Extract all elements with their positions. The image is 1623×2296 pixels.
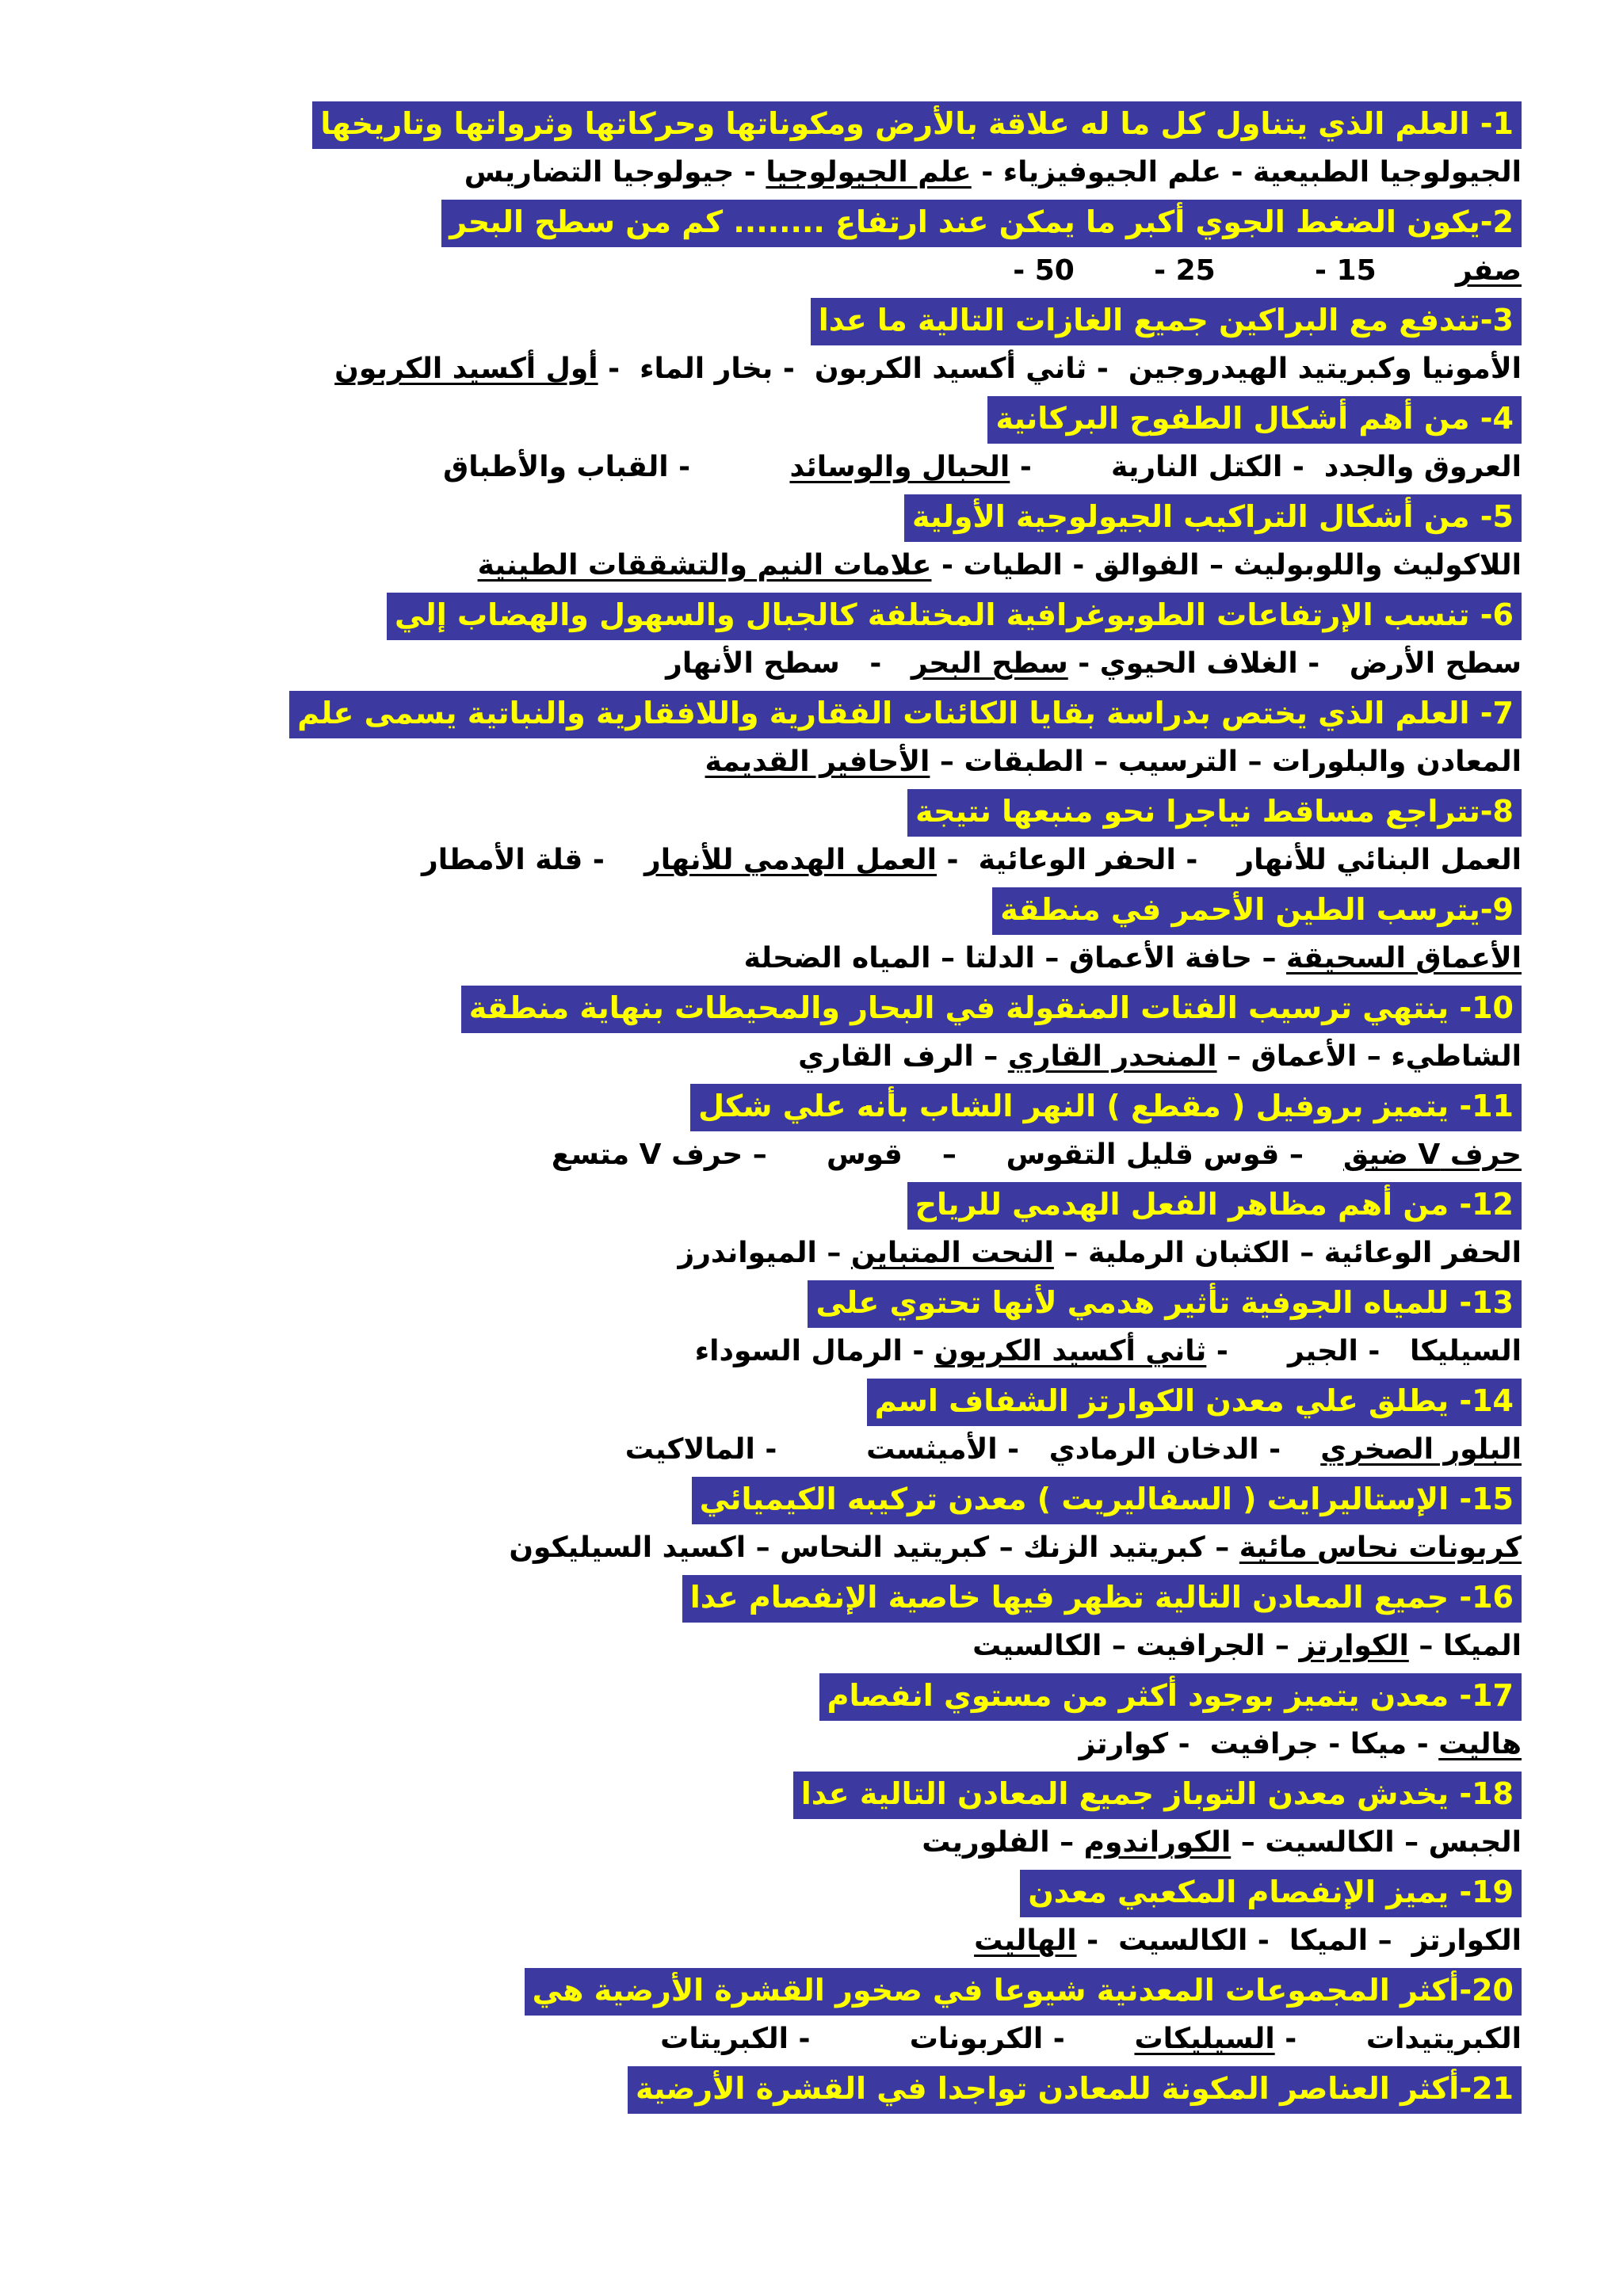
answer-option: - xyxy=(1010,451,1112,483)
correct-answer: علم الجيولوجيا xyxy=(766,156,972,189)
answer-option: - الجير xyxy=(1288,1335,1410,1367)
answer-option: سطح الأرض xyxy=(1349,647,1522,680)
question-9: 9-يترسب الطين الأحمر في منطقة xyxy=(992,887,1522,935)
question-2: 2-يكون الضغط الجوي أكبر ما يمكن عند ارتفاع ........ كم من سطح البحر xyxy=(441,200,1522,247)
answer-option: – الكالسيت xyxy=(972,1630,1136,1662)
answer-option: – كبريتيد النحاس xyxy=(780,1531,1024,1564)
correct-answer: أول أكسيد الكربون xyxy=(334,353,598,385)
options-row-12 xyxy=(678,1231,1522,1280)
question-15: 15- الإستاليرايت ( السفاليريت ) معدن تركيبه الكيميائي xyxy=(692,1477,1522,1524)
question-14: 14- يطلق علي معدن الكوارتز الشفاف اسم xyxy=(867,1379,1522,1426)
options-row-8 xyxy=(422,838,1522,887)
question-20: 20-أكثر المجموعات المعدنية شيوعا في صخور القشرة الأرضية هي xyxy=(525,1968,1522,2016)
answer-option: - المالاكيت xyxy=(624,1433,867,1466)
answer-option: - سطح الأنهار xyxy=(666,647,911,680)
correct-answer: البلور الصخري xyxy=(1320,1433,1522,1466)
correct-answer: صفر xyxy=(1455,254,1522,287)
options-row-16 xyxy=(972,1624,1522,1673)
answer-option: – الأعماق xyxy=(1251,1040,1392,1073)
answer-option: - بخار الماء xyxy=(640,353,815,385)
correct-answer: العمل الهدمي للأنهار xyxy=(643,844,938,876)
question-13: 13- للمياه الجوفية تأثير هدمي لأنها تحتوي على xyxy=(808,1280,1522,1328)
answer-option: - xyxy=(937,844,979,876)
answer-option: - الكالسيت xyxy=(1118,1924,1289,1957)
answer-option: - الكتل النارية xyxy=(1111,451,1324,483)
answer-option: الميكا xyxy=(1442,1630,1522,1662)
answer-option: - الغلاف الحيوي xyxy=(1099,647,1350,680)
answer-option: المعادن والبلورات xyxy=(1272,746,1522,778)
answer-option: - الدخان الرمادي xyxy=(1048,1433,1321,1466)
options-row-4 xyxy=(443,445,1522,494)
options-row-19 xyxy=(974,1919,1522,1968)
answer-option: – الرف القاري xyxy=(798,1040,1008,1073)
answer-option: – كبريتيد الزنك xyxy=(1023,1531,1239,1564)
answer-option: – حرف V متسع xyxy=(551,1138,827,1171)
answer-option: الجبس xyxy=(1428,1826,1522,1859)
answer-option: - الرمال السوداء xyxy=(694,1335,934,1367)
answer-option: - الأميثست xyxy=(866,1433,1049,1466)
correct-answer: الكوراندوم xyxy=(1083,1826,1232,1859)
answer-option: – الكالسيت xyxy=(1265,1826,1429,1859)
options-row-6 xyxy=(666,642,1522,691)
question-18: 18- يخدش معدن التوباز جميع المعادن التالية عدا xyxy=(793,1772,1522,1819)
answer-option: – الفوالق xyxy=(1094,549,1234,582)
answer-option: الجيولوجيا الطبيعية - xyxy=(1220,156,1522,189)
answer-option: - xyxy=(931,549,964,582)
answer-option: - قلة الأمطار xyxy=(421,844,644,876)
correct-answer: السيليكات xyxy=(1134,2023,1275,2055)
question-10: 10- ينتهي ترسيب الفتات المنقولة في البحار والمحيطات بنهاية منطقة xyxy=(461,986,1522,1033)
answer-option: - كوارتز xyxy=(1079,1728,1210,1760)
answer-option: – قوس قليل التقوس xyxy=(1006,1138,1343,1171)
answer-option: – الميكا xyxy=(1289,1924,1412,1957)
options-row-17 xyxy=(1079,1722,1522,1772)
answer-option: – الطبقات xyxy=(964,746,1118,778)
options-row-3 xyxy=(334,347,1522,396)
question-19: 19- يميز الإنفصام المكعبي معدن xyxy=(1020,1870,1522,1917)
correct-answer: الكوارتز xyxy=(1299,1630,1409,1662)
answer-option: - جرافيت xyxy=(1209,1728,1350,1760)
options-row-20 xyxy=(660,2017,1522,2066)
answer-option: الكبريتيدات xyxy=(1365,2023,1522,2055)
options-row-5 xyxy=(478,543,1522,593)
answer-option: – الجرافيت xyxy=(1136,1630,1300,1662)
answer-option: - xyxy=(1067,647,1100,680)
answer-option: – الترسيب xyxy=(1117,746,1272,778)
options-row-15 xyxy=(509,1526,1522,1575)
question-7: 7- العلم الذي يختص بدراسة بقايا الكائنات الفقارية واللافقارية والنباتية يسمى علم xyxy=(289,691,1522,738)
answer-option: – xyxy=(1231,1826,1266,1859)
answer-option: – الفلوريت xyxy=(922,1826,1084,1859)
answer-option: – xyxy=(1053,1237,1088,1269)
correct-answer: الأعماق السحيقة xyxy=(1286,942,1522,974)
options-row-18 xyxy=(922,1821,1522,1870)
answer-option: - xyxy=(1206,1335,1288,1367)
answer-option: السيليكا xyxy=(1409,1335,1522,1367)
answer-option: العروق والجدد xyxy=(1323,451,1522,483)
correct-answer: كربونات نحاس مائية xyxy=(1239,1531,1522,1564)
correct-answer: حرف V ضيق xyxy=(1342,1138,1522,1171)
options-row-13 xyxy=(695,1329,1522,1379)
answer-option: العمل البنائي للأنهار xyxy=(1237,844,1522,876)
answer-option: - القباب والأطباق xyxy=(443,451,790,483)
question-6: 6- تنسب الإرتفاعات الطوبوغرافية المختلفة كالجبال والسهول والهضاب إلي xyxy=(387,593,1522,640)
correct-answer: ثاني أكسيد الكربون xyxy=(934,1335,1207,1367)
answer-option: - ثاني أكسيد الكربون xyxy=(814,353,1128,385)
answer-option: – حافة الأعماق xyxy=(1068,942,1287,974)
answer-option: – قوس xyxy=(826,1138,1006,1171)
correct-answer: علامات النيم والتشققات الطينية xyxy=(477,549,932,582)
correct-answer: الهاليت xyxy=(974,1924,1077,1957)
answer-option: اللاكوليث واللوبوليث xyxy=(1233,549,1522,582)
options-row-11 xyxy=(552,1133,1522,1182)
question-12: 12- من أهم مظاهر الفعل الهدمي للرياح xyxy=(907,1182,1522,1230)
answer-option: 15 - xyxy=(1315,254,1456,287)
question-3: 3-تندفع مع البراكين جميع الغازات التالية ما عدا xyxy=(811,298,1522,345)
answer-option: – xyxy=(930,746,964,778)
answer-option: - جيولوجيا التضاريس xyxy=(464,156,766,189)
answer-option: – الكثبان الرملية xyxy=(1087,1237,1324,1269)
answer-option: - الكبريتات xyxy=(660,2023,910,2055)
answer-option: - الحفر الوعائية xyxy=(978,844,1238,876)
answer-option: 25 - xyxy=(1154,254,1316,287)
answer-option: 50 - xyxy=(1013,254,1155,287)
answer-option: الشاطيء xyxy=(1391,1040,1522,1073)
answer-option: - الكربونات xyxy=(909,2023,1135,2055)
answer-option: – xyxy=(1216,1040,1251,1073)
answer-option: - ميكا xyxy=(1350,1728,1439,1760)
question-17: 17- معدن يتميز بوجود أكثر من مستوي انفصام xyxy=(819,1673,1522,1721)
correct-answer: سطح البحر xyxy=(911,647,1068,680)
options-row-1 xyxy=(464,151,1522,200)
question-1: 1- العلم الذي يتناول كل ما له علاقة بالأرض ومكوناتها وحركاتها وثرواتها وتاريخها xyxy=(312,101,1522,149)
correct-answer: هاليت xyxy=(1438,1728,1522,1760)
answer-option: - الطيات xyxy=(963,549,1094,582)
question-21: 21-أكثر العناصر المكونة للمعادن تواجدا في القشرة الأرضية xyxy=(628,2066,1522,2114)
options-row-9 xyxy=(744,936,1522,986)
options-row-10 xyxy=(798,1035,1522,1084)
question-5: 5- من أشكال التراكيب الجيولوجية الأولية xyxy=(904,494,1522,542)
correct-answer: الأحافير القديمة xyxy=(705,746,930,778)
answer-option: - xyxy=(1076,1924,1119,1957)
question-11: 11- يتميز بروفيل ( مقطع ) النهر الشاب بأنه علي شكل xyxy=(690,1084,1522,1131)
question-4: 4- من أهم أشكال الطفوح البركانية xyxy=(987,396,1522,444)
answer-option: الأمونيا وكبريتيد الهيدروجين xyxy=(1128,353,1522,385)
correct-answer: الحبال والوسائد xyxy=(789,451,1010,483)
question-16: 16- جميع المعادن التالية تظهر فيها خاصية الإنفصام عدا xyxy=(682,1575,1522,1623)
correct-answer: النحت المتباين xyxy=(850,1237,1054,1269)
answer-option: علم الجيوفيزياء - xyxy=(971,156,1221,189)
question-8: 8-تتراجع مساقط نياجرا نحو منبعها نتيجة xyxy=(907,789,1522,837)
answer-option: الحفر الوعائية xyxy=(1323,1237,1522,1269)
answer-option: – الميواندرز xyxy=(678,1237,851,1269)
options-row-14 xyxy=(625,1428,1522,1477)
options-row-2 xyxy=(1013,249,1522,298)
answer-option: – الدلتا xyxy=(964,942,1069,974)
correct-answer: المنحدر القاري xyxy=(1007,1040,1217,1073)
answer-option: - xyxy=(598,353,640,385)
answer-option: - xyxy=(1274,2023,1366,2055)
answer-option: – اكسيد السيليكون xyxy=(509,1531,781,1564)
options-row-7 xyxy=(705,740,1522,789)
answer-option: الكوارتز xyxy=(1411,1924,1522,1957)
answer-option: – xyxy=(1408,1630,1443,1662)
answer-option: – المياه الضحلة xyxy=(743,942,965,974)
